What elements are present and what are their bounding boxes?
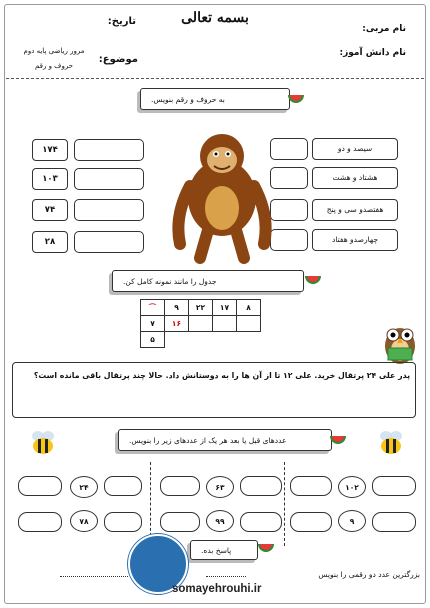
table-cell: ۲۲	[189, 300, 213, 316]
student-label: نام دانش آموز:	[339, 48, 406, 58]
answer-dots[interactable]	[60, 576, 128, 577]
answer-box[interactable]	[18, 476, 62, 496]
number-circle: ۱۰۲	[338, 476, 366, 498]
answer-box[interactable]	[270, 199, 308, 221]
gorilla-illustration	[170, 126, 274, 264]
answer-box[interactable]	[104, 476, 142, 496]
answer-box[interactable]	[372, 512, 416, 532]
instruction-text-4: پاسخ بده.	[201, 545, 232, 555]
answer-box[interactable]	[74, 139, 144, 161]
subject-line-1: مرور ریاضی پایه دوم	[23, 47, 85, 55]
number-circle: ۶۳	[206, 476, 234, 498]
subject-line-2: حروف و رقم	[34, 62, 74, 70]
number-box: ۷۴	[32, 199, 68, 221]
table-cell: ۱۷	[213, 300, 237, 316]
instruction-text-2: جدول را مانند نمونه کامل کن.	[123, 276, 217, 286]
instruction-text-1: به حروف و رقم بنویس.	[151, 94, 225, 104]
table-cell: ۷	[141, 316, 165, 332]
instruction-banner-2	[112, 270, 304, 292]
table-cell: ۸	[237, 300, 261, 316]
table-cell: ۱۶	[165, 316, 189, 332]
answer-box[interactable]	[240, 476, 282, 496]
site-url[interactable]: somayehrouhi.ir	[172, 583, 262, 595]
word-box: چهارصدو هفتاد	[312, 229, 398, 251]
number-box: ۲۸	[32, 231, 68, 253]
divider	[150, 462, 151, 546]
page-title: بسمه تعالی	[181, 10, 249, 26]
word-box: هشتاد و هشت	[312, 167, 398, 189]
table-cell[interactable]	[189, 316, 213, 332]
number-circle: ۲۴	[70, 476, 98, 498]
word-box: سیصد و دو	[312, 138, 398, 160]
teacher-label: نام مربی:	[362, 24, 406, 34]
question-right: بزرگترین عدد دو رقمی را بنویس	[318, 570, 420, 579]
word-box: هفتصدو سی و پنج	[312, 199, 398, 221]
answer-box[interactable]	[74, 199, 144, 221]
answer-box[interactable]	[18, 512, 62, 532]
instruction-banner-4	[190, 540, 258, 560]
minus-arrow-icon: ⌒	[148, 303, 157, 312]
table-cell[interactable]	[213, 316, 237, 332]
bee-icon	[376, 428, 406, 456]
answer-box[interactable]	[160, 512, 200, 532]
divider	[284, 462, 285, 546]
answer-box[interactable]	[240, 512, 282, 532]
answer-box[interactable]	[104, 512, 142, 532]
answer-dots[interactable]	[206, 576, 246, 577]
instruction-banner-3	[118, 429, 332, 451]
answer-box[interactable]	[290, 476, 332, 496]
number-table	[140, 299, 261, 348]
answer-box[interactable]	[270, 229, 308, 251]
subject-label: موضوع:	[98, 54, 138, 65]
owl-illustration	[380, 318, 420, 366]
table-cell	[141, 300, 165, 316]
number-box: ۱۷۴	[32, 139, 68, 161]
number-circle: ۹	[338, 510, 366, 532]
table-cell[interactable]	[237, 316, 261, 332]
bee-icon	[28, 428, 58, 456]
date-label: تاریخ:	[107, 16, 136, 27]
answer-box[interactable]	[160, 476, 200, 496]
answer-box[interactable]	[74, 168, 144, 190]
word-problem-text: پدر علی ۲۴ پرتقال خرید. علی ۱۲ تا از آن ها را به دوستانش داد. حالا چند پرتقال باقی مانده است؟	[33, 371, 410, 380]
table-cell: ۹	[165, 300, 189, 316]
answer-box[interactable]	[74, 231, 144, 253]
header-divider	[6, 78, 424, 79]
answer-box[interactable]	[372, 476, 416, 496]
instruction-text-3: عددهای قبل یا بعد هر یک از عددهای زیر را بنویس.	[129, 435, 287, 445]
number-circle: ۷۸	[70, 510, 98, 532]
answer-box[interactable]	[270, 138, 308, 160]
answer-box[interactable]	[290, 512, 332, 532]
number-circle: ۹۹	[206, 510, 234, 532]
answer-box[interactable]	[270, 167, 308, 189]
table-cell: ۵	[141, 332, 165, 348]
instruction-banner-1	[140, 88, 290, 110]
number-box: ۱۰۳	[32, 168, 68, 190]
